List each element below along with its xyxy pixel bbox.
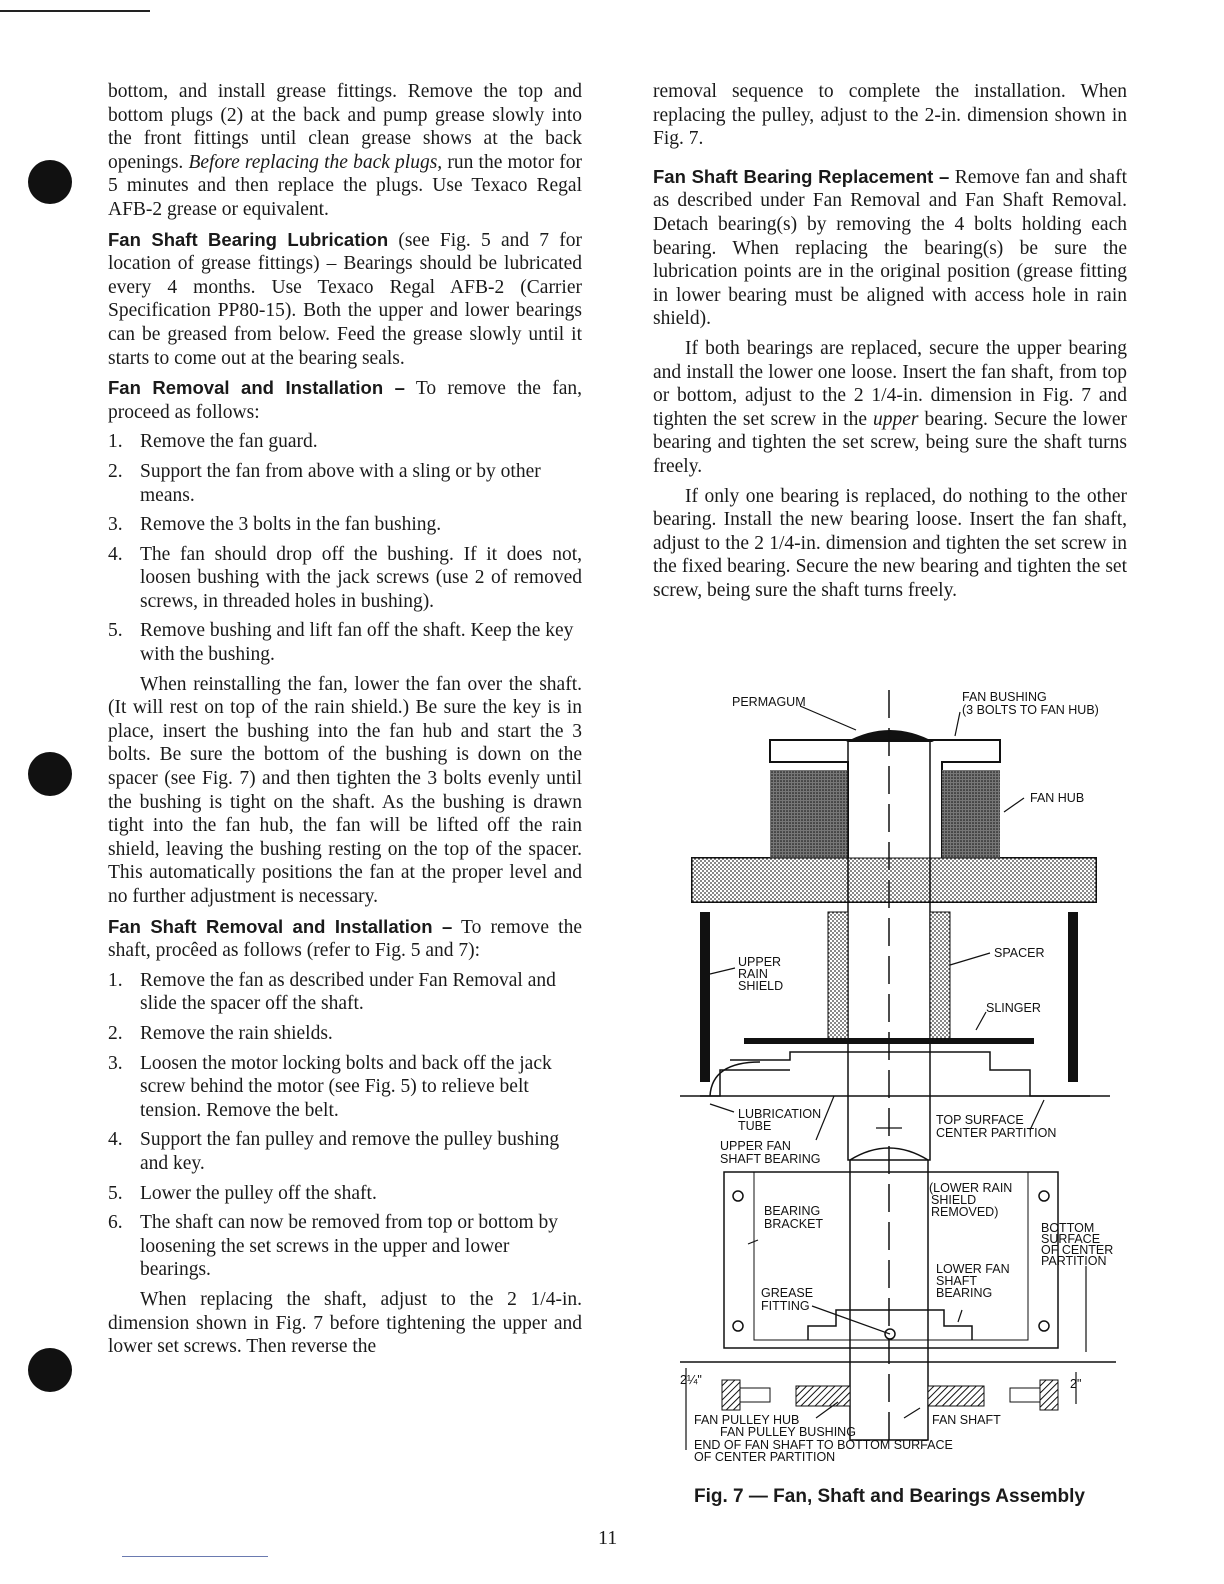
paragraph-both-bearings: If both bearings are replaced, secure the upper bearing and install the lower one loose. Insert the fan shaft, from top or bottom, adjust to the 2 1/4-in. dimension in Fig. 7 and tighten the set screw in the upper bearing. Secure the lower bearing and tighten the set screw, being sure the shaft turns freely. xyxy=(653,337,1128,477)
label-top-surface-2: CENTER PARTITION xyxy=(936,1126,1057,1140)
figure-caption: Fig. 7 — Fan, Shaft and Bearings Assembly xyxy=(694,1486,1085,1507)
bottom-rule xyxy=(122,1556,268,1557)
list-item: 4. Support the fan pulley and remove the pulley bushing and key. xyxy=(108,1129,560,1174)
list-item: 3. Loosen the motor locking bolts and back off the jack screw behind the motor (see Fig. 5) to relieve belt tension. Remove the belt. xyxy=(108,1052,552,1121)
label-bottom-surface-2: SURFACE xyxy=(1041,1232,1101,1246)
spacer-right xyxy=(930,912,950,1042)
list-item: 4. The fan should drop off the bushing. If it does not, loosen bushing with the jack screws (use 2 of removed screws, in threaded holes in bushing). xyxy=(108,543,582,612)
list-item: 1. Remove the fan as described under Fan Removal and slide the spacer off the shaft. xyxy=(108,969,556,1015)
heading-fan-removal: Fan Removal and Installation – xyxy=(108,377,405,399)
label-grease: GREASE xyxy=(761,1286,814,1300)
list-item: 1. Remove the fan guard. xyxy=(108,431,318,453)
paragraph-fan-removal: Fan Removal and Installation – To remove the fan, proceed as follows: xyxy=(108,377,582,423)
label-fan-bushing-bolts: (3 BOLTS TO FAN HUB) xyxy=(962,703,1099,717)
label-upper-rain: UPPER xyxy=(738,955,782,969)
label-lower-bearing-3: BEARING xyxy=(936,1286,993,1300)
lubrication-tube xyxy=(710,1062,760,1096)
label-upper-bearing: UPPER FAN xyxy=(720,1139,791,1153)
fan-pulley xyxy=(722,1380,1058,1410)
fan-shaft-bearings-figure xyxy=(676,680,1116,1470)
label-bracket-2: BRACKET xyxy=(764,1217,824,1231)
bracket-inner xyxy=(754,1172,1028,1340)
bolt-hole xyxy=(733,1191,743,1201)
label-grease-2: FITTING xyxy=(761,1299,810,1313)
label-end-of-shaft: END OF FAN SHAFT TO BOTTOM SURFACE xyxy=(694,1438,953,1452)
list-item: 3. Remove the 3 bolts in the fan bushing. xyxy=(108,514,442,536)
page-number: 11 xyxy=(598,1527,618,1549)
fan-hub-left-shaded xyxy=(770,770,848,858)
label-dim-right: 2" xyxy=(1070,1377,1082,1391)
label-lubrication: LUBRICATION xyxy=(738,1107,822,1121)
fan-hub-base-shaded xyxy=(692,858,1096,902)
label-dim-left: 2¼" xyxy=(680,1373,702,1387)
fan-hub-right-shaded xyxy=(942,770,1000,858)
top-rule xyxy=(0,10,150,12)
left-column xyxy=(108,80,582,1365)
bolt-hole xyxy=(733,1321,743,1331)
paragraph-removal-sequence: removal sequence to complete the installation. When replacing the pulley, adjust to the 2-in. dimension shown in Fig. 7. xyxy=(653,81,1127,150)
paragraph-replace-shaft: When replacing the shaft, adjust to the 2 1/4-in. dimension shown in Fig. 7 before tightening the upper and lower set screws. Then reverse the xyxy=(108,1288,582,1358)
heading-shaft-removal: Fan Shaft Removal and Installation – xyxy=(108,915,453,937)
slinger-plate xyxy=(744,1038,1034,1044)
binder-hole-top xyxy=(28,160,72,204)
label-bottom-surface: BOTTOM xyxy=(1041,1221,1095,1235)
bolt-hole xyxy=(1039,1321,1049,1331)
paragraph-bearing-replacement: Fan Shaft Bearing Replacement – Remove fan and shaft as described under Fan Removal and Fan Shaft Removal. Detach bearing(s) by removing the 4 bolts holding each bearing. When replacing the bearing(s) be sure the lubrication points are in the original position (grease fitting in lower bearing must be aligned with access hole in rain shield). xyxy=(653,165,1127,330)
list-item: 2. Remove the rain shields. xyxy=(108,1022,333,1044)
label-lower-bearing-2: SHAFT xyxy=(936,1274,977,1288)
label-upper-bearing-2: SHAFT BEARING xyxy=(720,1152,821,1166)
paragraph-lubrication: Fan Shaft Bearing Lubrication (see Fig. 5 and 7 for location of grease fittings) – Bearings should be lubricated every 4 months. Use Texaco Regal AFB-2 (Carrier Specification PP80-15). Both the upper and lower bearings can be greased from below. Feed the grease slowly until it starts to come out at the bearing seals. xyxy=(108,228,582,369)
label-bottom-surface-3: OF CENTER xyxy=(1041,1243,1114,1257)
paragraph-shaft-removal: Fan Shaft Removal and Installation – To remove the shaft, procêed as follows (refer to Fig. 5 and 7): xyxy=(108,915,582,962)
paragraph-reinstall: When reinstalling the fan, lower the fan over the shaft. (It will rest on top of the rain shield.) Be sure the key is in place, insert the bushing into the fan hub and start the 3 bolts. Be sure the bottom of the bushing is down on the spacer (see Fig. 7) and then tighten the 3 bolts evenly until the bushing is tight on the shaft. As the bushing is drawn tight into the fan hub, the fan will be lifted off the rain shield, leaving the bushing resting on the top of the spacer. This automatically positions the fan at the proper level and no further adjustment is necessary. xyxy=(108,673,582,907)
label-upper-rain-3: SHIELD xyxy=(738,979,784,993)
label-fan-bushing: FAN BUSHING xyxy=(962,690,1047,704)
fan-removal-steps xyxy=(108,430,582,666)
label-lubrication-2: TUBE xyxy=(738,1119,772,1133)
paragraph-grease-fittings: bottom, and install grease fittings. Remove the top and bottom plugs (2) at the back and pump grease slowly into the front fittings until clean grease shows at the back openings. Before replacing the back plugs, run the motor for 5 minutes and then replace the plugs. Use Texaco Regal AFB-2 grease or equivalent. xyxy=(108,81,583,220)
label-fan-shaft: FAN SHAFT xyxy=(932,1413,1001,1427)
paragraph-one-bearing: If only one bearing is replaced, do nothing to the other bearing. Install the new bearing loose. Insert the fan shaft, adjust to the 2 1/4-in. dimension and tighten the set screw in the fixed bearing. Secure the new bearing and tighten the set screw, being sure the shaft turns freely. xyxy=(653,485,1127,601)
label-lower-rain-2: SHIELD xyxy=(931,1193,977,1207)
label-end-of-shaft-2: OF CENTER PARTITION xyxy=(694,1450,836,1464)
heading-lubrication: Fan Shaft Bearing Lubrication xyxy=(108,228,389,250)
label-bracket: BEARING xyxy=(764,1204,821,1218)
label-lower-bearing: LOWER FAN xyxy=(936,1262,1010,1276)
label-bottom-surface-4: PARTITION xyxy=(1041,1254,1107,1268)
label-lower-rain-3: REMOVED) xyxy=(931,1205,999,1219)
label-permagum: PERMAGUM xyxy=(732,695,806,709)
label-upper-rain-2: RAIN xyxy=(738,967,768,981)
label-fan-hub: FAN HUB xyxy=(1030,791,1085,805)
list-item: 6. The shaft can now be removed from top or bottom by loosening the set screws in the upper and lower bearings. xyxy=(108,1212,559,1281)
label-pulley-hub: FAN PULLEY HUB xyxy=(694,1413,800,1427)
label-slinger: SLINGER xyxy=(986,1001,1041,1015)
bolt-hole xyxy=(1039,1191,1049,1201)
label-top-surface: TOP SURFACE xyxy=(936,1113,1024,1127)
bearing-bracket xyxy=(724,1172,1058,1348)
spacer-left xyxy=(828,912,848,1042)
binder-hole-bottom xyxy=(28,1348,72,1392)
list-item: 5. Remove bushing and lift fan off the shaft. Keep the key with the bushing. xyxy=(108,620,574,666)
binder-hole-middle xyxy=(28,752,72,796)
label-spacer: SPACER xyxy=(994,946,1045,960)
list-item: 2. Support the fan from above with a sling or by other means. xyxy=(108,460,541,506)
upper-bearing-outline xyxy=(700,1052,1090,1096)
shaft-removal-steps xyxy=(108,969,582,1282)
list-item: 5. Lower the pulley off the shaft. xyxy=(108,1182,377,1204)
label-lower-rain: (LOWER RAIN xyxy=(929,1181,1013,1195)
upper-rain-shield-left-wall xyxy=(700,912,710,1082)
label-pulley-bushing: FAN PULLEY BUSHING xyxy=(720,1425,856,1439)
upper-rain-shield-right-wall xyxy=(1068,912,1078,1082)
right-column xyxy=(653,80,1127,608)
heading-bearing-replacement: Fan Shaft Bearing Replacement – xyxy=(653,165,950,187)
leader-lines xyxy=(686,706,1086,1450)
